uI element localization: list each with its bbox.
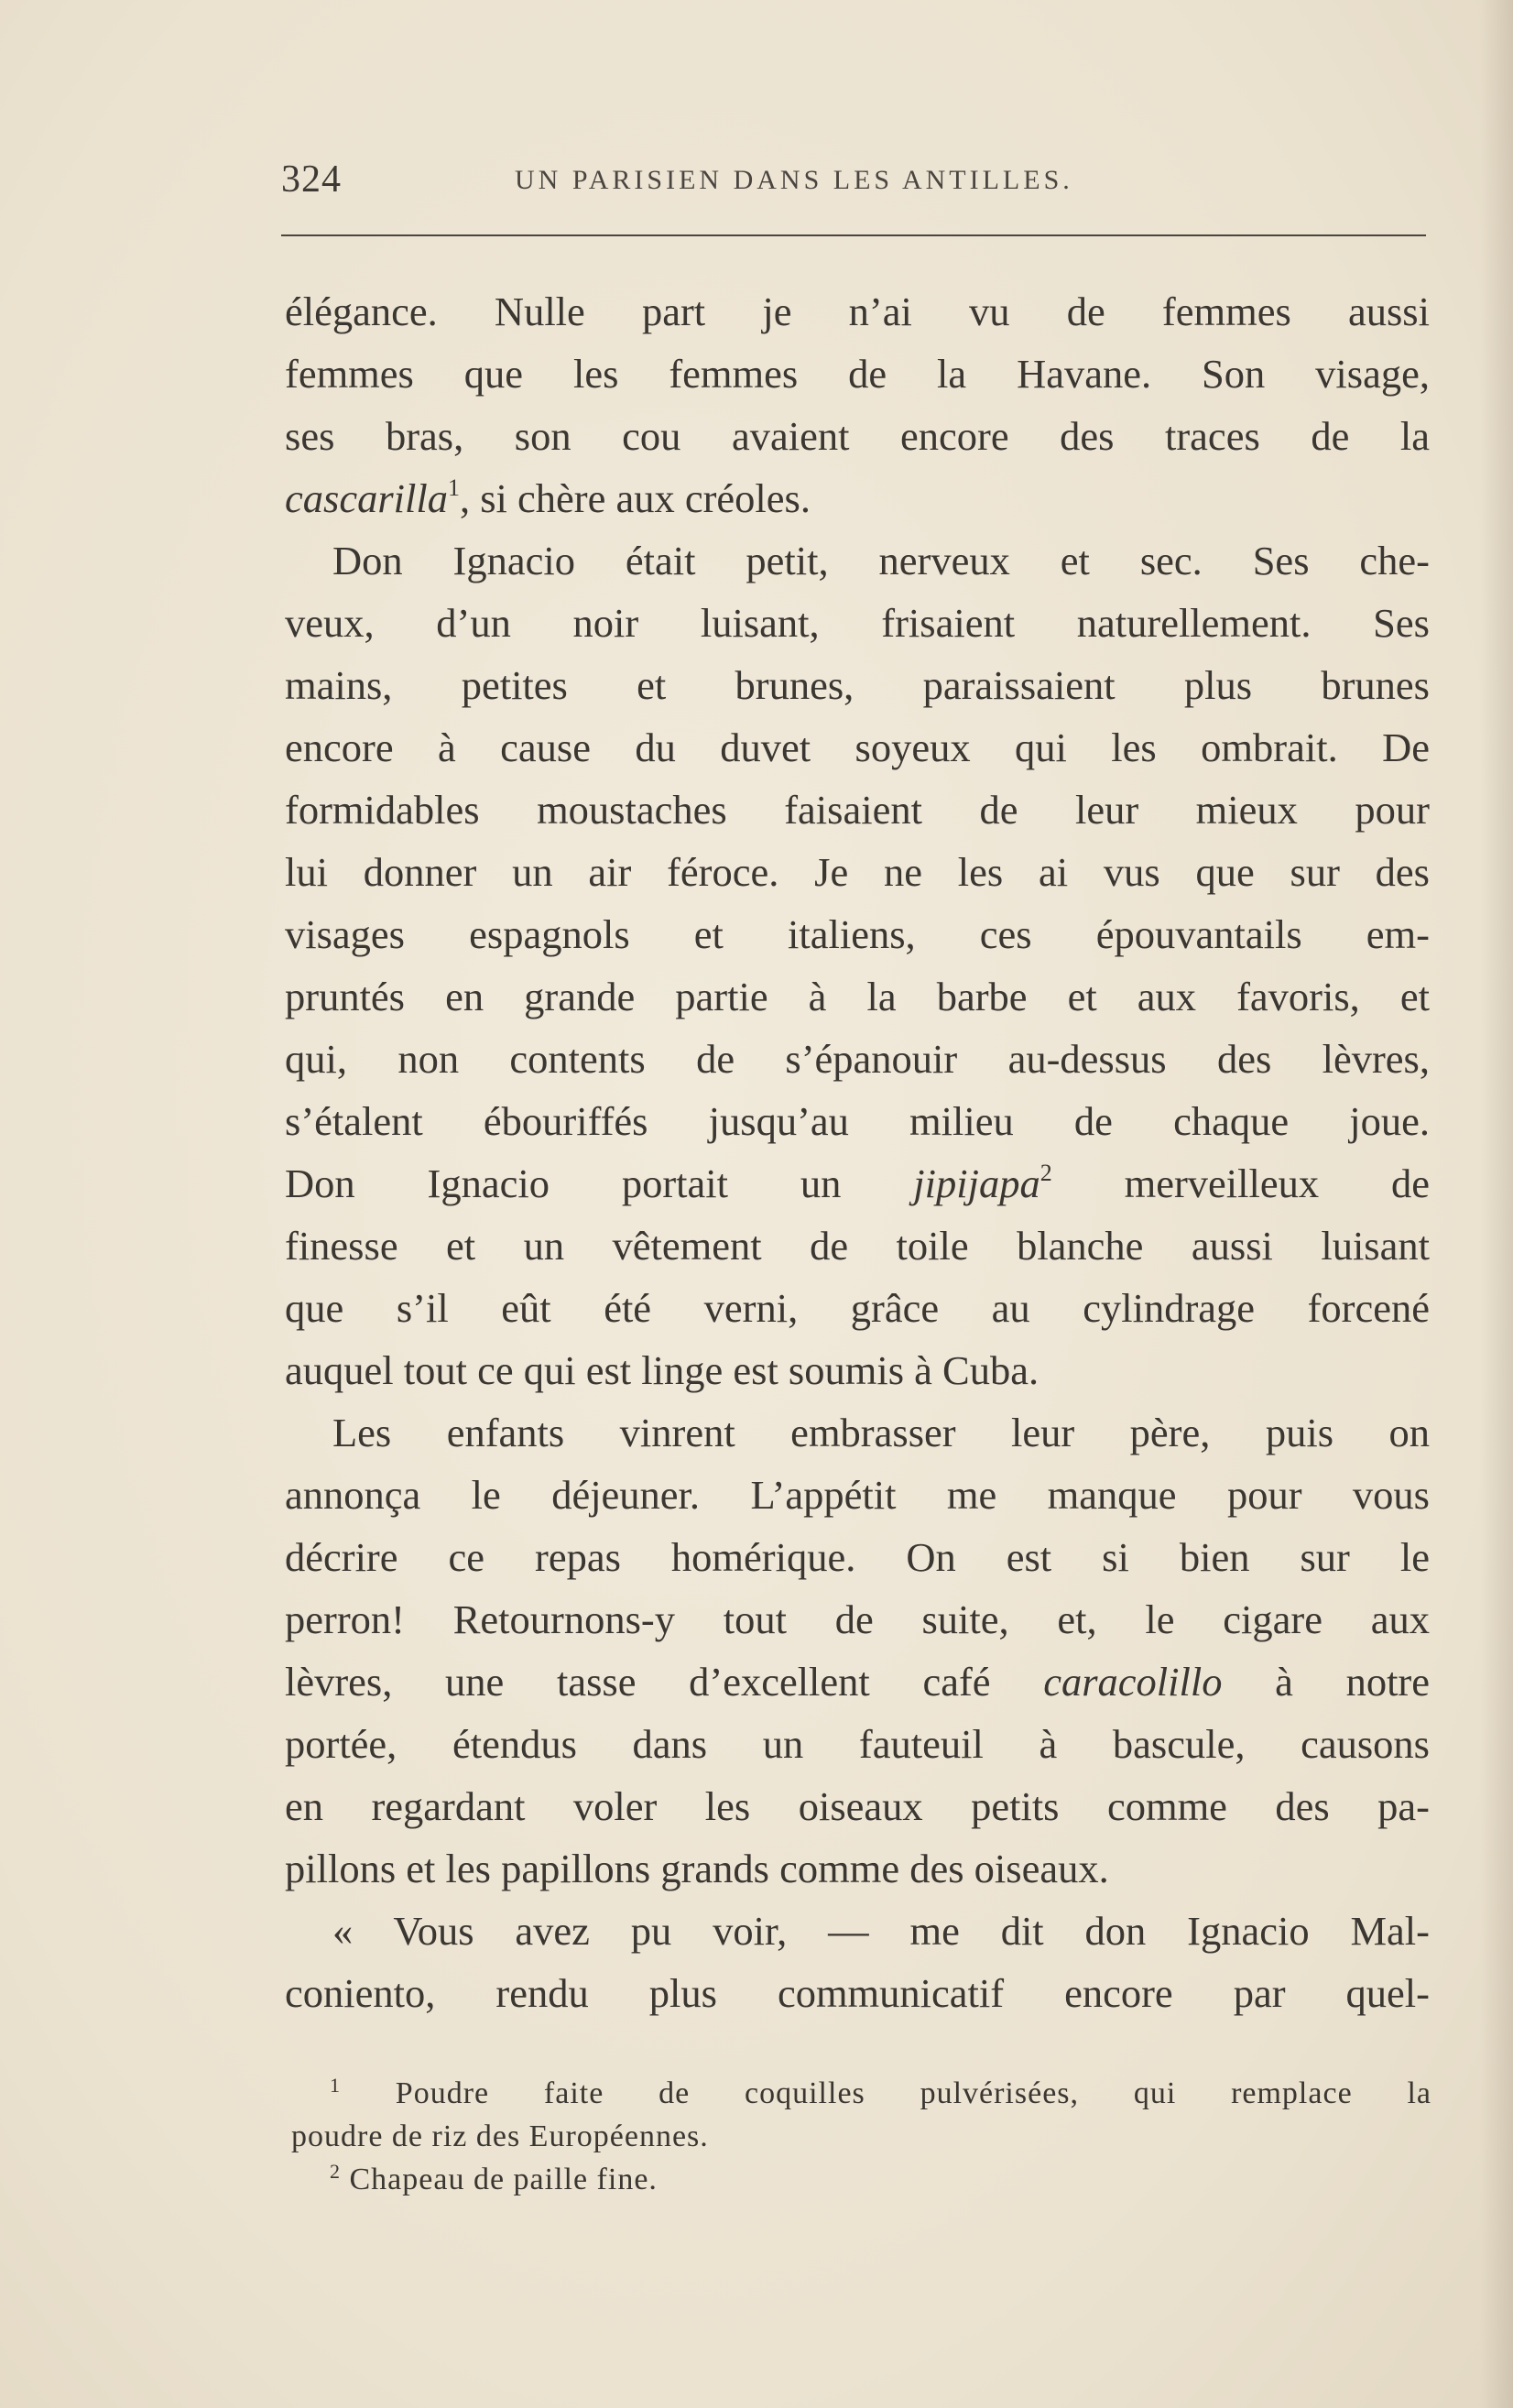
text-line: Les enfants vinrent embrasser leur père, puis on bbox=[332, 1410, 1430, 1455]
text-line: formidables moustaches faisaient de leur mieux pour bbox=[285, 787, 1430, 833]
footnote-ref: 2 bbox=[1040, 1160, 1052, 1186]
text-run: à notre bbox=[1222, 1659, 1430, 1705]
footnote-text: Chapeau de paille fine. bbox=[341, 2163, 658, 2196]
page-number: 324 bbox=[281, 158, 342, 201]
text-line bbox=[285, 1651, 1430, 1713]
text-line: élégance. Nulle part je n’ai vu de femmes aussi bbox=[285, 289, 1430, 334]
text-line: femmes que les femmes de la Havane. Son visage, bbox=[285, 351, 1430, 397]
text-line: veux, d’un noir luisant, frisaient naturellement. Ses bbox=[285, 600, 1430, 646]
running-title: UN PARISIEN DANS LES ANTILLES. bbox=[515, 165, 1073, 195]
text-run: , si chère aux créoles. bbox=[459, 475, 811, 521]
footnote-line bbox=[291, 2072, 1431, 2115]
text-line: finesse et un vêtement de toile blanche aussi luisant bbox=[285, 1223, 1430, 1269]
italic-term: jipijapa bbox=[913, 1160, 1040, 1206]
text-line: pillons et les papillons grands comme des oiseaux. bbox=[285, 1846, 1109, 1891]
page-edge-shadow bbox=[1480, 0, 1513, 2408]
footnote-text: Poudre faite de coquilles pulvérisées, qui remplace la bbox=[341, 2076, 1431, 2110]
italic-term: cascarilla bbox=[285, 475, 448, 521]
text-line: que s’il eût été verni, grâce au cylindrage forcené bbox=[285, 1285, 1430, 1331]
footnote-line bbox=[291, 2158, 1431, 2201]
footnotes bbox=[291, 2072, 1431, 2201]
text-line: lui donner un air féroce. Je ne les ai vus que sur des bbox=[285, 849, 1430, 895]
text-line: décrire ce repas homérique. On est si bien sur le bbox=[285, 1534, 1430, 1580]
text-line: ses bras, son cou avaient encore des traces de la bbox=[285, 413, 1430, 459]
text-line: « Vous avez pu voir, — me dit don Ignacio Mal- bbox=[332, 1908, 1430, 1954]
text-run: lèvres, une tasse d’excellent café bbox=[285, 1659, 1044, 1705]
text-run: Don Ignacio portait un bbox=[285, 1160, 914, 1206]
page-header bbox=[281, 158, 1426, 203]
text-line: visages espagnols et italiens, ces épouvantails em- bbox=[285, 911, 1430, 957]
footnote-line: poudre de riz des Européennes. bbox=[291, 2119, 709, 2153]
text-line bbox=[285, 467, 1430, 529]
text-line: Don Ignacio était petit, nerveux et sec. Ses che- bbox=[332, 538, 1430, 583]
header-rule bbox=[281, 234, 1426, 236]
text-line: annonça le déjeuner. L’appétit me manque pour vous bbox=[285, 1472, 1430, 1518]
text-line: auquel tout ce qui est linge est soumis à Cuba. bbox=[285, 1347, 1040, 1393]
text-line: en regardant voler les oiseaux petits comme des pa- bbox=[285, 1783, 1430, 1829]
body-text bbox=[285, 280, 1430, 2024]
text-line: encore à cause du duvet soyeux qui les ombrait. De bbox=[285, 725, 1430, 770]
text-line: qui, non contents de s’épanouir au-dessus des lèvres, bbox=[285, 1036, 1430, 1082]
text-line: perron! Retournons-y tout de suite, et, le cigare aux bbox=[285, 1596, 1430, 1642]
text-line: s’étalent ébouriffés jusqu’au milieu de chaque joue. bbox=[285, 1098, 1430, 1144]
text-line: pruntés en grande partie à la barbe et aux favoris, et bbox=[285, 974, 1430, 1019]
footnote-ref: 1 bbox=[447, 474, 460, 501]
footnote-marker: 2 bbox=[330, 2160, 341, 2183]
text-line: coniento, rendu plus communicatif encore par quel- bbox=[285, 1970, 1430, 2016]
text-line: portée, étendus dans un fauteuil à bascule, causons bbox=[285, 1721, 1430, 1767]
text-run: merveilleux de bbox=[1051, 1160, 1431, 1206]
footnote-marker: 1 bbox=[330, 2074, 341, 2097]
text-line: mains, petites et brunes, paraissaient plus brunes bbox=[285, 662, 1430, 708]
text-line bbox=[285, 1152, 1430, 1215]
italic-term: caracolillo bbox=[1043, 1659, 1223, 1705]
